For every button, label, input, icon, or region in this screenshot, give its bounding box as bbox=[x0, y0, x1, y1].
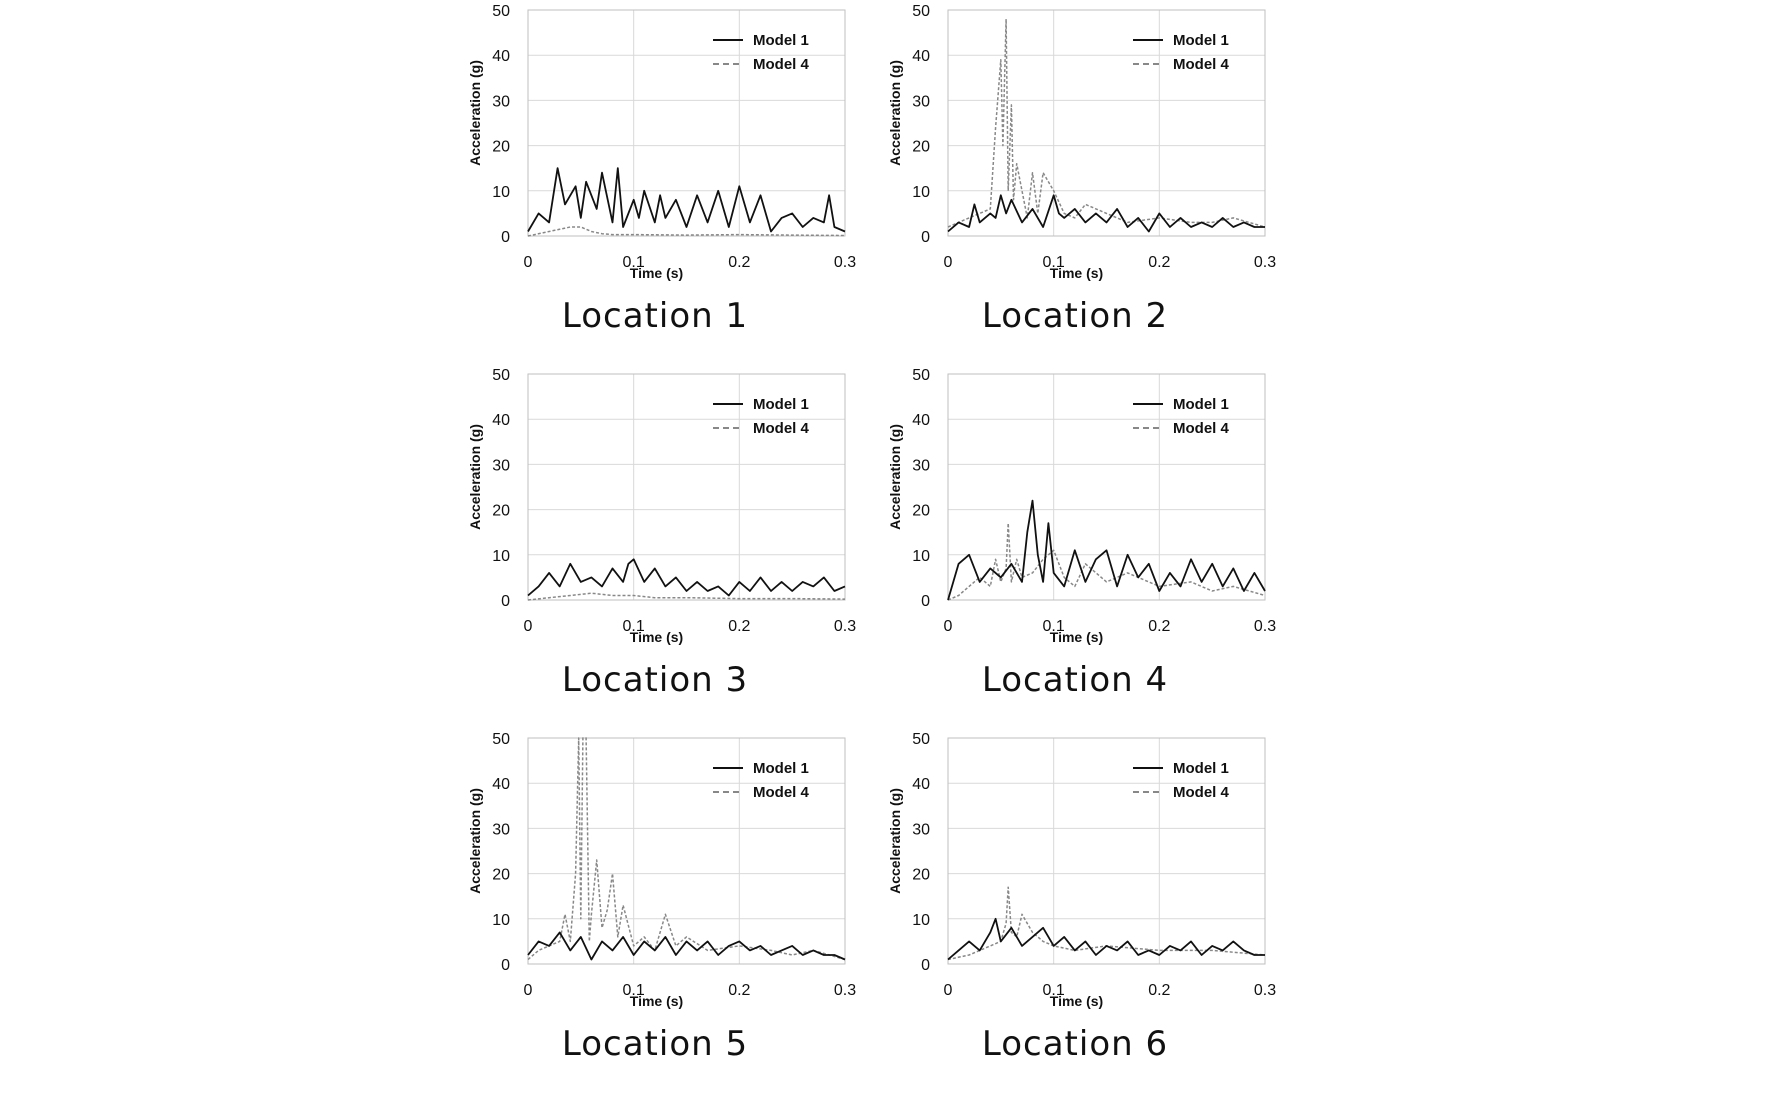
y-tick-label: 30 bbox=[492, 821, 510, 839]
x-tick-label: 0 bbox=[943, 618, 953, 635]
legend-label: Model 4 bbox=[1173, 784, 1229, 801]
y-tick-label: 20 bbox=[912, 138, 930, 156]
x-tick-label: 0.1 bbox=[622, 254, 645, 271]
series-line-model-4 bbox=[948, 19, 1265, 227]
legend-label: Model 1 bbox=[1173, 32, 1229, 49]
y-axis-label: Acceleration (g) bbox=[467, 60, 483, 166]
y-tick-label: 40 bbox=[912, 412, 930, 430]
location-caption: Location 2 bbox=[981, 296, 1169, 336]
legend-label: Model 1 bbox=[753, 32, 809, 49]
series-line-model-1 bbox=[528, 168, 845, 231]
y-tick-label: 0 bbox=[501, 957, 510, 974]
y-tick-label: 30 bbox=[912, 93, 930, 111]
chart-panel-1 bbox=[420, 0, 857, 370]
legend-label: Model 1 bbox=[1173, 396, 1229, 413]
legend-label: Model 4 bbox=[753, 56, 809, 73]
y-tick-label: 30 bbox=[492, 93, 510, 111]
x-tick-label: 0.2 bbox=[728, 254, 751, 271]
y-tick-label: 30 bbox=[912, 457, 930, 475]
y-tick-label: 50 bbox=[492, 731, 510, 748]
legend-label: Model 4 bbox=[753, 420, 809, 437]
series-line-model-4 bbox=[528, 593, 845, 600]
y-tick-label: 10 bbox=[492, 911, 510, 929]
x-tick-label: 0 bbox=[523, 982, 533, 999]
legend-label: Model 1 bbox=[753, 396, 809, 413]
x-axis-label: Time (s) bbox=[629, 629, 684, 645]
x-axis-label: Time (s) bbox=[1049, 629, 1104, 645]
y-tick-label: 10 bbox=[912, 183, 930, 201]
x-tick-label: 0.3 bbox=[833, 982, 857, 999]
y-axis-label: Acceleration (g) bbox=[887, 424, 903, 530]
series-line-model-4 bbox=[528, 227, 845, 236]
y-tick-label: 10 bbox=[912, 547, 930, 565]
x-tick-label: 0.3 bbox=[833, 254, 857, 271]
x-tick-label: 0.2 bbox=[1148, 618, 1171, 635]
series-line-model-1 bbox=[948, 501, 1265, 600]
x-tick-label: 0.3 bbox=[1253, 254, 1277, 271]
y-tick-label: 20 bbox=[492, 502, 510, 520]
chart-svg bbox=[840, 364, 1277, 654]
chart-svg bbox=[420, 728, 857, 1018]
y-tick-label: 50 bbox=[912, 367, 930, 384]
y-axis-label: Acceleration (g) bbox=[887, 788, 903, 894]
x-tick-label: 0.3 bbox=[1253, 982, 1277, 999]
x-tick-label: 0.1 bbox=[1042, 618, 1065, 635]
y-tick-label: 50 bbox=[492, 3, 510, 20]
x-tick-label: 0 bbox=[943, 254, 953, 271]
location-caption: Location 4 bbox=[981, 660, 1169, 700]
chart-svg bbox=[420, 364, 857, 654]
chart-panel-5 bbox=[420, 728, 857, 1098]
chart-panel-6 bbox=[840, 728, 1277, 1098]
location-caption: Location 1 bbox=[561, 296, 749, 336]
y-tick-label: 0 bbox=[501, 593, 510, 610]
legend-label: Model 1 bbox=[1173, 760, 1229, 777]
y-axis-label: Acceleration (g) bbox=[467, 788, 483, 894]
y-tick-label: 0 bbox=[921, 229, 930, 246]
y-tick-label: 40 bbox=[912, 776, 930, 794]
y-tick-label: 40 bbox=[492, 48, 510, 66]
x-tick-label: 0.2 bbox=[728, 618, 751, 635]
chart-svg bbox=[840, 0, 1277, 290]
y-tick-label: 40 bbox=[492, 412, 510, 430]
y-tick-label: 40 bbox=[912, 48, 930, 66]
y-tick-label: 0 bbox=[921, 957, 930, 974]
y-tick-label: 50 bbox=[492, 367, 510, 384]
x-tick-label: 0.2 bbox=[1148, 982, 1171, 999]
x-tick-label: 0 bbox=[523, 618, 533, 635]
x-tick-label: 0.2 bbox=[1148, 254, 1171, 271]
y-tick-label: 30 bbox=[492, 457, 510, 475]
x-tick-label: 0.3 bbox=[1253, 618, 1277, 635]
location-caption: Location 3 bbox=[561, 660, 749, 700]
chart-panel-4 bbox=[840, 364, 1277, 734]
series-line-model-4 bbox=[948, 523, 1265, 600]
x-tick-label: 0.3 bbox=[833, 618, 857, 635]
x-tick-label: 0 bbox=[523, 254, 533, 271]
y-tick-label: 20 bbox=[492, 866, 510, 884]
series-line-model-1 bbox=[528, 559, 845, 595]
y-tick-label: 20 bbox=[912, 866, 930, 884]
y-tick-label: 20 bbox=[912, 502, 930, 520]
location-caption: Location 6 bbox=[981, 1024, 1169, 1064]
legend-label: Model 1 bbox=[753, 760, 809, 777]
x-tick-label: 0.1 bbox=[622, 982, 645, 999]
y-tick-label: 0 bbox=[501, 229, 510, 246]
x-axis-label: Time (s) bbox=[629, 993, 684, 1009]
y-axis-label: Acceleration (g) bbox=[887, 60, 903, 166]
y-tick-label: 20 bbox=[492, 138, 510, 156]
y-tick-label: 50 bbox=[912, 3, 930, 20]
x-axis-label: Time (s) bbox=[1049, 993, 1104, 1009]
y-tick-label: 10 bbox=[912, 911, 930, 929]
location-caption: Location 5 bbox=[561, 1024, 749, 1064]
y-tick-label: 10 bbox=[492, 183, 510, 201]
chart-panel-3 bbox=[420, 364, 857, 734]
chart-panel-2 bbox=[840, 0, 1277, 370]
x-tick-label: 0.1 bbox=[1042, 254, 1065, 271]
x-tick-label: 0 bbox=[943, 982, 953, 999]
legend-label: Model 4 bbox=[1173, 56, 1229, 73]
y-tick-label: 10 bbox=[492, 547, 510, 565]
y-tick-label: 40 bbox=[492, 776, 510, 794]
y-axis-label: Acceleration (g) bbox=[467, 424, 483, 530]
legend-label: Model 4 bbox=[1173, 420, 1229, 437]
series-line-model-1 bbox=[948, 919, 1265, 960]
y-tick-label: 0 bbox=[921, 593, 930, 610]
x-tick-label: 0.2 bbox=[728, 982, 751, 999]
x-axis-label: Time (s) bbox=[629, 265, 684, 281]
y-tick-label: 50 bbox=[912, 731, 930, 748]
chart-svg bbox=[840, 728, 1277, 1018]
chart-svg bbox=[420, 0, 857, 290]
x-axis-label: Time (s) bbox=[1049, 265, 1104, 281]
x-tick-label: 0.1 bbox=[622, 618, 645, 635]
x-tick-label: 0.1 bbox=[1042, 982, 1065, 999]
y-tick-label: 30 bbox=[912, 821, 930, 839]
legend-label: Model 4 bbox=[753, 784, 809, 801]
